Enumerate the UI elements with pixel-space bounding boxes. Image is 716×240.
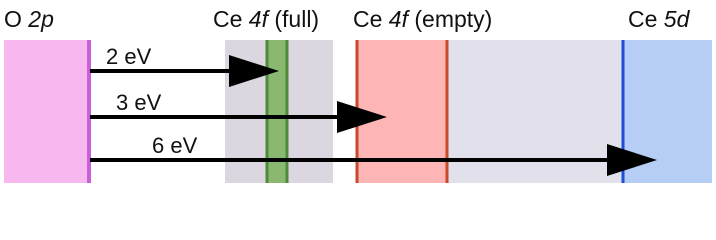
o2p-label [4, 6, 54, 32]
ce5d-label-orbital: 5d [663, 6, 690, 32]
ce4f-full-label-orbital: 4f [248, 6, 268, 32]
ce4f-empty-label-state: (empty) [414, 6, 493, 32]
arrow-3ev-label: 3 eV [116, 90, 162, 115]
ce4f-full-label [213, 6, 319, 32]
arrow-2ev-label: 2 eV [106, 44, 152, 69]
arrow-6ev-label: 6 eV [152, 133, 198, 158]
ce4f-full-label-element: Ce [213, 6, 243, 32]
ce4f-full-label-state: (full) [274, 6, 320, 32]
ce4f-empty-label-element: Ce [353, 6, 383, 32]
ce4f-empty-label-orbital: 4f [388, 6, 408, 32]
o2p-band [4, 40, 90, 183]
o2p-label-orbital: 2p [28, 6, 54, 32]
ce5d-label-element: Ce [628, 6, 658, 32]
o2p-label-element: O [4, 6, 22, 32]
ce5d-label [628, 6, 691, 32]
ce4f-empty-label [353, 6, 492, 32]
